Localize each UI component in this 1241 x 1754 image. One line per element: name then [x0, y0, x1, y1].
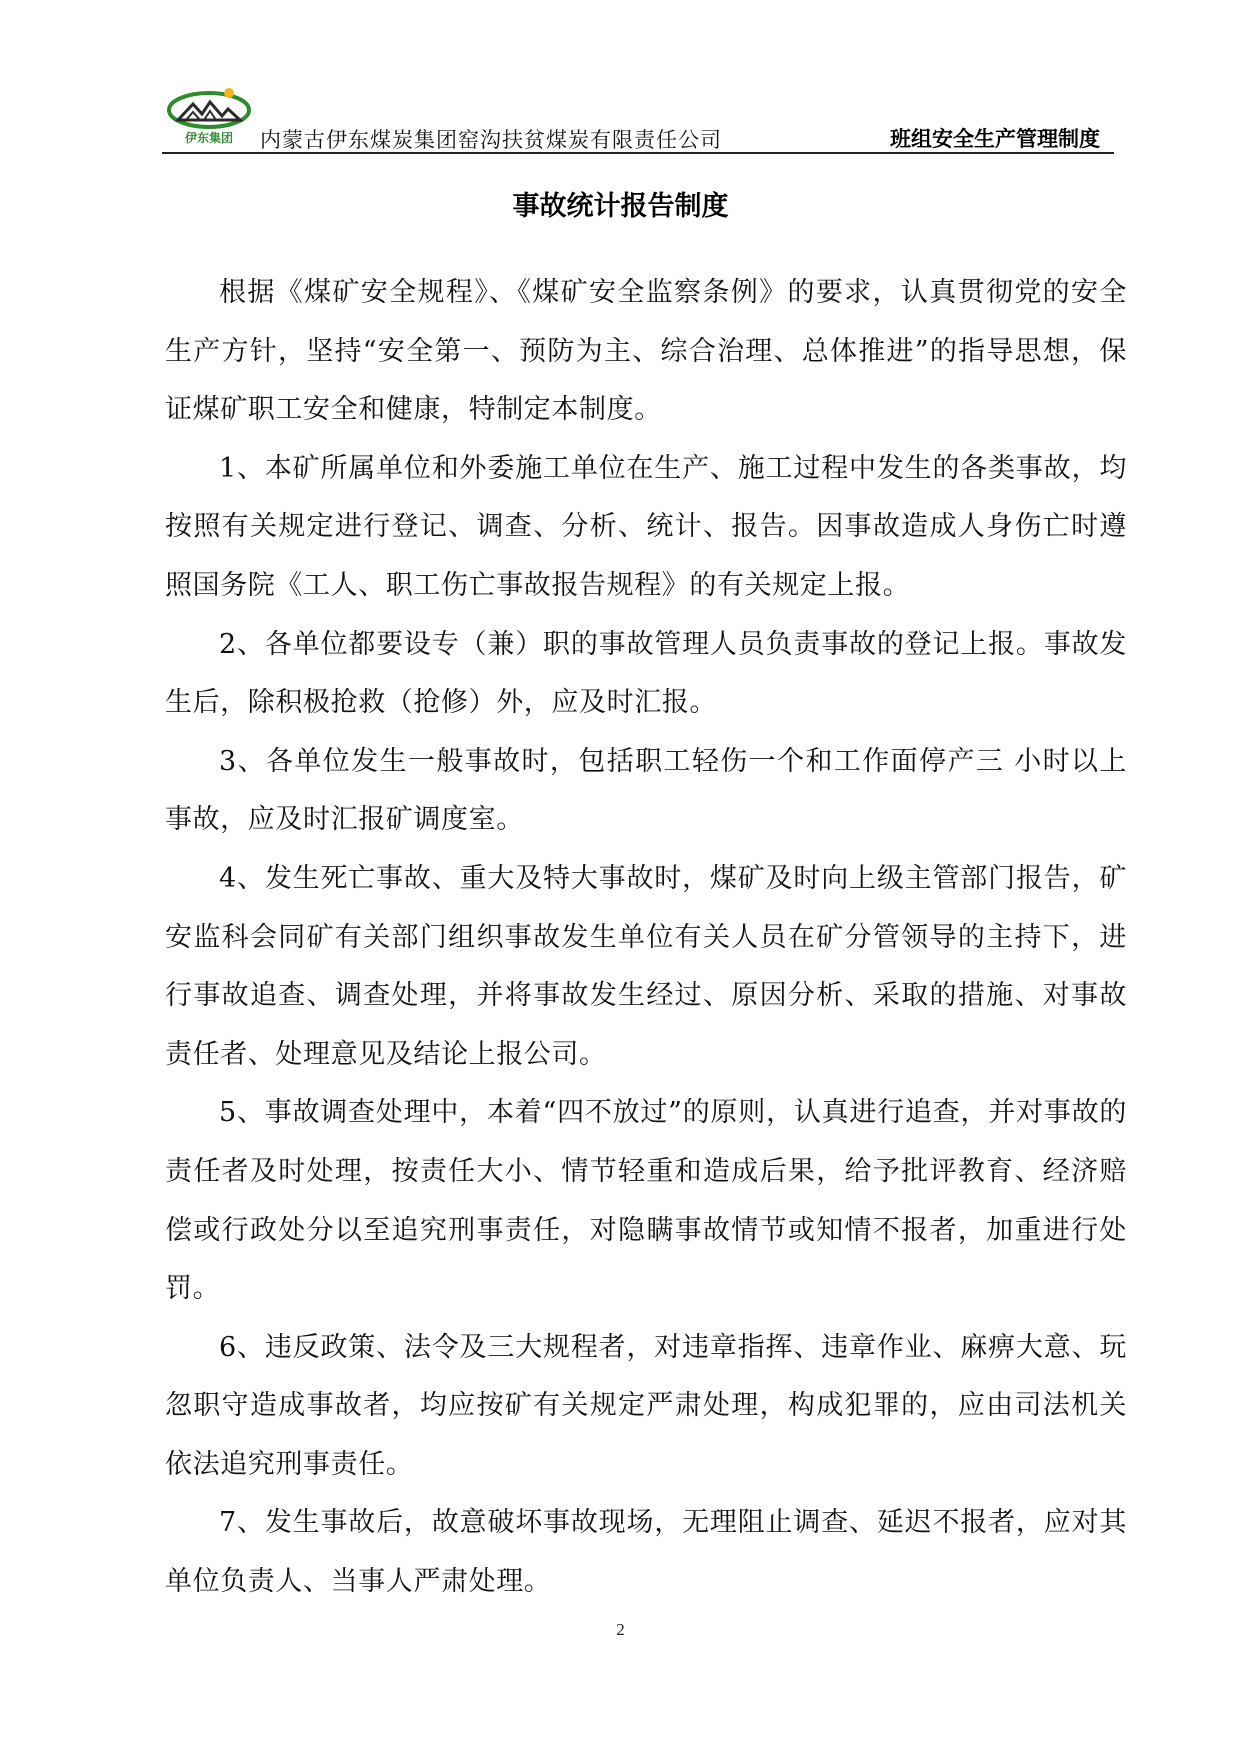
- clause-6: 6、违反政策、法令及三大规程者，对违章指挥、违章作业、麻痹大意、玩忽职守造成事故者，均应按矿有关规定严肃处理，构成犯罪的，应由司法机关依法追究刑事责任。: [165, 1331, 1127, 1480]
- logo-text: 伊东集团: [184, 131, 234, 145]
- document-body: [165, 264, 1127, 1612]
- clause-7: 7、发生事故后，故意破坏事故现场，无理阻止调查、延迟不报者，应对其单位负责人、当事人严肃处理。: [165, 1507, 1127, 1598]
- clause-1: 1、本矿所属单位和外委施工单位在生产、施工过程中发生的各类事故，均按照有关规定进行登记、调查、分析、统计、报告。因事故造成人身伤亡时遵照国务院《工人、职工伤亡事故报告规程》的有关规定上报。: [165, 452, 1127, 601]
- document-series-title: 班组安全生产管理制度: [890, 127, 1100, 151]
- page-number: 2: [616, 1620, 625, 1639]
- page-header: [162, 86, 1114, 154]
- clause-2: 2、各单位都要设专（兼）职的事故管理人员负责事故的登记上报。事故发生后，除积极抢救（抢修）外，应及时汇报。: [165, 628, 1127, 719]
- intro-paragraph: 根据《煤矿安全规程》、《煤矿安全监察条例》的要求，认真贯彻党的安全生产方针，坚持“安全第一、预防为主、综合治理、总体推进”的指导思想，保证煤矿职工安全和健康，特制定本制度。: [165, 277, 1127, 426]
- company-logo: [166, 86, 252, 148]
- clause-5: 5、事故调查处理中，本着“四不放过”的原则，认真进行追查，并对事故的责任者及时处理，按责任大小、情节轻重和造成后果，给予批评教育、经济赔偿或行政处分以至追究刑事责任，对隐瞒事故情节或知情不报者，加重进行处罚。: [165, 1097, 1127, 1305]
- clause-3: 3、各单位发生一般事故时，包括职工轻伤一个和工作面停产三 小时以上事故，应及时汇报矿调度室。: [165, 745, 1127, 836]
- document-title: 事故统计报告制度: [512, 191, 729, 222]
- header-divider: [162, 152, 1114, 154]
- company-name: 内蒙古伊东煤炭集团窑沟扶贫煤炭有限责任公司: [260, 128, 722, 152]
- clause-4: 4、发生死亡事故、重大及特大事故时，煤矿及时向上级主管部门报告，矿安监科会同矿有关部门组织事故发生单位有关人员在矿分管领导的主持下，进行事故追查、调查处理，并将事故发生经过、原因分析、采取的措施、对事故责任者、处理意见及结论上报公司。: [165, 862, 1127, 1070]
